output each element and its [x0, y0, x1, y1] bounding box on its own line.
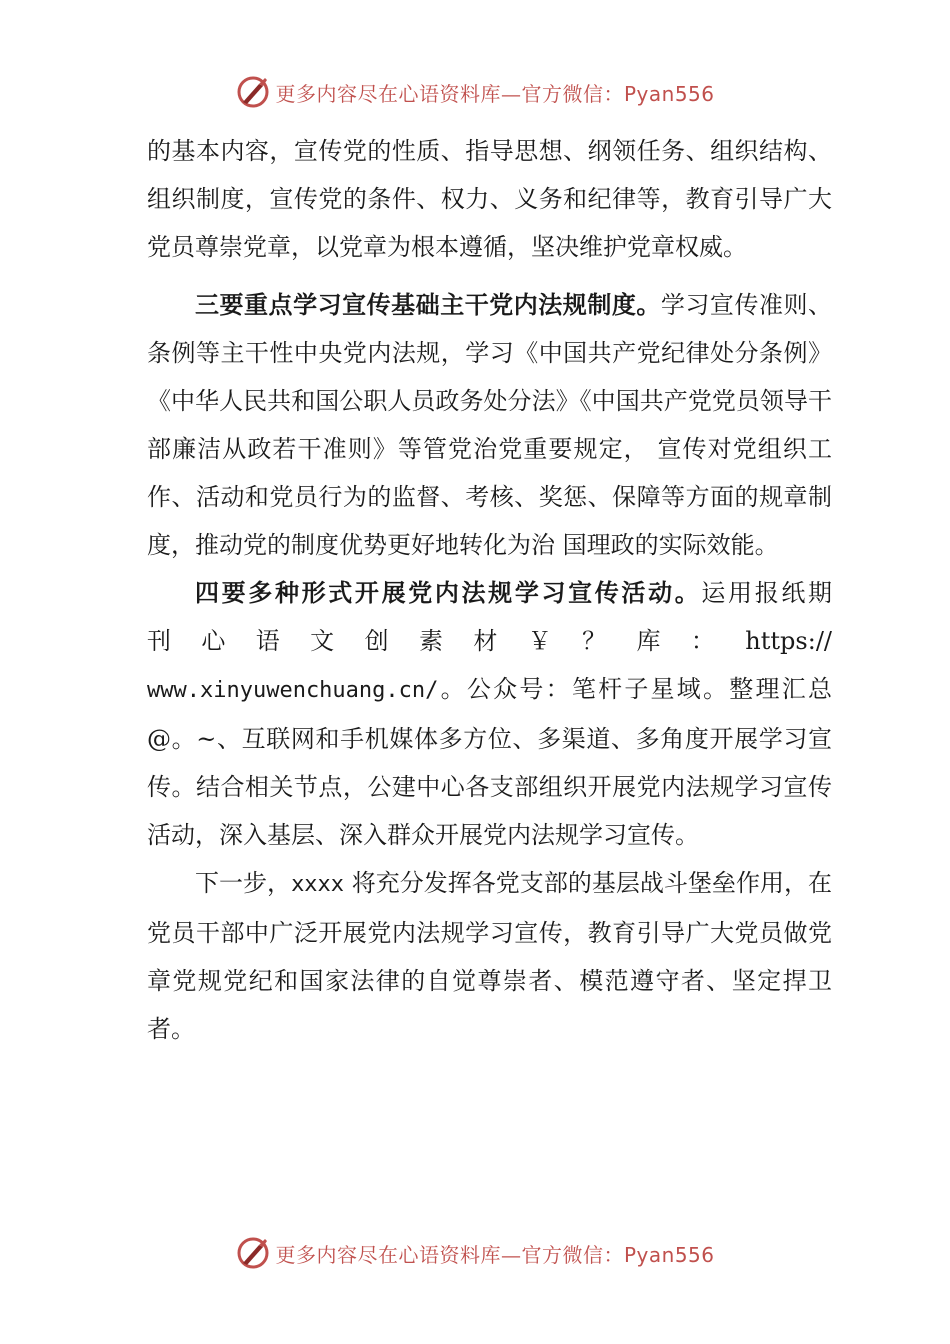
ink-pen-circle-logo-icon [235, 1235, 271, 1271]
document-body [147, 127, 832, 1053]
paragraph-3-rest: www.xinyuwenchuang.cn/。公众号：笔杆子星域。整理汇总@。~、互联网和手机媒体多方位、多渠道、多角度开展学习宣传。结合相关节点，公建中心各支部组织开展党内法规学习宣传活动，深入基层、深入群众开展党内法规学习宣传。 [147, 675, 832, 849]
paragraph-4: 下一步，xxxx 将充分发挥各党支部的基层战斗堡垒作用，在党员干部中广泛开展党内法规学习宣传，教育引导广大党员做党章党规党纪和国家法律的自觉尊崇者、模范遵守者、坚定捍卫者。 [147, 869, 832, 1043]
paragraph-1: 的基本内容，宣传党的性质、指导思想、纲领任务、组织结构、组织制度，宣传党的条件、权力、义务和纪律等，教育引导广大党员尊崇党章，以党章为根本遵循，坚决维护党章权威。 [147, 137, 832, 261]
wechat-id: Pyan556 [623, 81, 715, 106]
paragraph-2-text: 学习宣传准则、条例等主干性中央党内法规，学习《中国共产党纪律处分条例》《中华人民共和国公职人员政务处分法》《中国共产党党员领导干部廉洁从政若干准则》等管党治党重要规定， 宣传对党组织工作、活动和党员行为的监督、考核、奖惩、保障等方面的规章制度，推动党的制度优势更好地转化为治 国理政的实际效能。 [147, 291, 833, 559]
paragraph-3-url: www.xinyuwenchuang.cn/ [147, 678, 439, 703]
paragraph-2-lead: 三要重点学习宣传基础主干党内法规制度。 [195, 291, 661, 319]
paragraph-3 [147, 569, 832, 859]
paragraph-3-line-1: 四要多种形式开展党内法规学习宣传活动。运用报纸期 [195, 579, 832, 607]
header-banner [0, 72, 950, 112]
paragraph-3-line-2: 刊心语文创素材￥？库：https:// [147, 627, 832, 655]
banner-text: 更多内容尽在心语资料库—官方微信：Pyan556 [275, 81, 715, 106]
ink-pen-circle-logo-icon [235, 74, 271, 110]
footer-banner [0, 1233, 950, 1273]
banner-text: 更多内容尽在心语资料库—官方微信：Pyan556 [275, 1242, 715, 1267]
wechat-id: Pyan556 [623, 1242, 715, 1267]
paragraph-2 [147, 281, 832, 569]
